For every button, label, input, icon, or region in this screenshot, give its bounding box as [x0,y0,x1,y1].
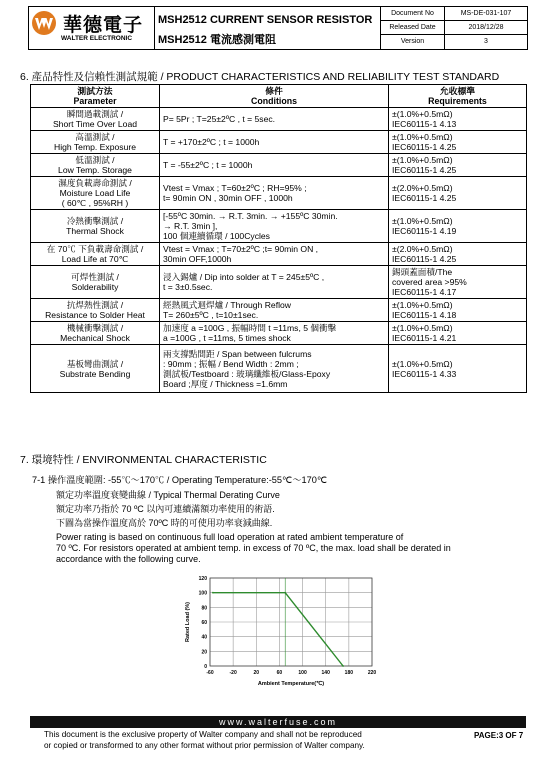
x-tick-label: 20 [253,670,260,676]
derating-curve-chart [180,572,380,690]
requirements-cell-line: ±(1.0%+0.5mΩ) [392,358,453,369]
table-row [31,322,527,345]
parameter-cell-line: 瞬間過載測試 / [66,109,124,119]
derating-line-3: 下圖為當操作溫度高於 70ºC 時的可使用功率衰減曲線. [56,518,273,528]
footer-copyright-line-1: This document is the exclusive property of Walter company and shall not be reproduced [44,730,362,739]
parameter-cell-line: 在 70℃ 下負載壽命測試 / [46,244,144,254]
conditions-cell [160,154,389,177]
table-row [31,154,527,177]
conditions-cell-line: a =100G , t =11ms, 5 times shock [163,333,291,343]
requirements-cell-line: ±(1.0%+0.5mΩ) [392,216,453,226]
conditions-cell-line: t = 3±0.5sec. [163,282,213,292]
requirements-cell-line: IEC60115-1 4.25 [392,165,457,175]
requirements-cell-line: ±(1.0%+0.5mΩ) [392,300,453,310]
x-tick-label: 220 [367,670,377,676]
x-tick-label: -60 [206,670,214,676]
page-number: PAGE:3 OF 7 [474,731,524,740]
requirements-cell [389,322,527,345]
conditions-cell-line: T = -55±2ºC ; t = 1000h [163,160,253,170]
x-tick-label: 100 [298,670,307,676]
y-tick-label: 120 [198,576,207,582]
logo-chinese-name: 華德電子 [63,15,144,36]
conditions-cell [160,345,389,393]
conditions-cell-line: t= 90min ON , 30min OFF , 1000h [163,193,293,203]
parameter-cell-line: High Temp. Exposure [53,142,136,152]
table-row [31,299,527,322]
requirements-cell [389,243,527,266]
table-row [31,266,527,299]
parameter-cell-line: Low Temp. Storage [58,165,132,175]
requirements-cell-line: ±(1.0%+0.5mΩ) [392,155,453,165]
parameter-cell-line: 基板彎曲測試 / [66,358,124,369]
requirements-cell-line: IEC60115-1 4.19 [392,226,457,236]
requirements-cell-line: ±(1.0%+0.5mΩ) [392,109,453,119]
requirements-cell-line: IEC60115-1 4.18 [392,310,457,320]
requirements-cell-line: ±(2.0%+0.5mΩ) [392,244,453,254]
x-tick-label: 60 [276,670,283,676]
parameter-cell-line: 機械衝擊測試 / [66,323,124,333]
header-requirements-cn: 允收標準 [439,86,476,96]
derating-series-line [213,593,343,666]
y-tick-label: 80 [201,605,207,612]
conditions-cell-line: → R.T. 3min ], [163,221,218,231]
derating-line-2: 額定功率乃指於 70 ºC 以內可連續滿額功率使用的術語. [56,504,275,514]
requirements-cell [389,210,527,243]
parameter-cell-line: Solderability [71,282,119,292]
conditions-cell [160,108,389,131]
requirements-cell-line: IEC60115-1 4.21 [392,333,457,343]
parameter-cell [31,154,160,177]
requirements-cell [389,266,527,299]
parameter-cell [31,322,160,345]
requirements-cell-line: 錫頭蓋面積/The [392,267,453,277]
requirements-cell-line: ±(2.0%+0.5mΩ) [392,183,453,193]
parameter-cell-line: Load Life at 70℃ [61,254,129,264]
doc-number-label: Document No [381,7,445,21]
parameter-cell-line: 抗焊熱性測試 / [66,300,124,310]
doc-number-row [381,7,527,21]
doc-number-value: MS-DE-031-107 [460,10,512,17]
parameter-cell-line: 冷熱衝擊測試 / [66,216,124,226]
parameter-cell [31,266,160,299]
parameter-cell-line: Moisture Load Life [59,188,131,198]
parameter-cell-line: Short Time Over Load [52,119,138,129]
parameter-cell-line: Mechanical Shock [60,333,130,343]
requirements-cell-line: covered area >95% [392,277,467,287]
parameter-cell-line: 濕度負載壽命測試 / [58,178,132,188]
table-row [31,345,527,393]
y-axis-label: Rated Load (%) [185,601,191,643]
derating-line-1: 額定功率溫度衰變曲線 / Typical Thermal Derating Curve [56,490,280,500]
header-conditions [160,85,389,108]
header-parameter-en: Parameter [73,96,117,106]
table-row [31,131,527,154]
released-date-value: 2018/12/28 [468,24,504,31]
parameter-cell [31,177,160,210]
document-header [28,6,528,50]
walter-logo-icon [31,10,57,36]
conditions-cell-line: 浸入錫爐 / Dip into solder at T = 245±5ºC , [163,272,325,282]
header-parameter-cn: 測試方法 [77,86,113,96]
y-tick-label: 60 [201,620,207,626]
table-row [31,243,527,266]
header-requirements-en: Requirements [428,96,487,106]
conditions-cell [160,299,389,322]
conditions-cell [160,177,389,210]
reliability-test-table [30,84,527,393]
parameter-cell-line: Thermal Shock [66,226,124,236]
parameter-cell [31,345,160,393]
conditions-cell-line: 兩支撐點間距 / Span between fulcrums [163,348,312,359]
derating-en-line-3: accordance with the following curve. [56,554,201,564]
requirements-cell-line: IEC60115-1 4.13 [392,119,457,129]
y-tick-label: 20 [201,649,207,656]
conditions-cell [160,243,389,266]
parameter-cell [31,210,160,243]
header-parameter [31,85,160,108]
conditions-cell-line: P= 5Pr ; T=25±2ºC , t = 5sec. [163,114,276,124]
conditions-cell [160,266,389,299]
parameter-cell-line: Resistance to Solder Heat [45,310,145,320]
requirements-cell [389,299,527,322]
conditions-cell-line: 加速度 a =100G , 振幅時間 t =11ms, 5 個衝擊 [163,323,337,333]
header-requirements [389,85,527,108]
table-row [31,177,527,210]
logo-english-name: WALTER ELECTRONIC [61,35,133,42]
footer-url-bar: www.walterfuse.com [30,716,526,728]
requirements-cell-line: IEC60115-1 4.33 [392,368,457,379]
conditions-cell-line: 經熱風式迴焊爐 / Through Reflow [163,300,291,310]
y-tick-label: 100 [198,590,207,597]
requirements-cell [389,345,527,393]
footer-copyright-line-2: or copied or transformed to any other format without prior permission of Walter company. [44,741,365,750]
conditions-cell-line: 測試板/Testboard : 玻璃纖維板/Glass-Epoxy [163,368,331,379]
title-english: MSH2512 CURRENT SENSOR RESISTOR [158,14,373,26]
requirements-cell-line: IEC60115-1 4.17 [392,287,457,297]
conditions-cell [160,131,389,154]
section-6-heading: 6. 產品特性及信賴性測試規範 / PRODUCT CHARACTERISTICS AND RELIABILITY TEST STANDARD [20,71,500,83]
parameter-cell [31,131,160,154]
conditions-cell-line: Vtest = Vmax ; T=60±2ºC ; RH=95% ; [163,183,307,193]
derating-en-line-2: 70 ºC. For resistors operated at ambient temp. in excess of 70 ºC, the max. load shall be derated in [56,543,451,553]
table-row [31,108,527,131]
y-tick-label: 0 [204,664,207,670]
parameter-cell-line: ( 60℃ , 95%RH ) [61,198,129,208]
requirements-cell-line: IEC60115-1 4.25 [392,193,457,203]
requirements-cell [389,108,527,131]
version-label: Version [381,35,445,49]
conditions-cell-line: T = +170±2ºC ; t = 1000h [163,137,260,147]
parameter-cell-line: 低溫測試 / [75,155,115,165]
document-title [155,7,381,49]
conditions-cell [160,322,389,345]
conditions-cell-line: 100 個連續循環 / 100Cycles [163,231,270,241]
company-logo [29,7,155,49]
derating-point [342,665,344,667]
conditions-cell-line: T= 260±5ºC , t=10±1sec. [163,310,259,320]
x-tick-label: 180 [344,670,354,676]
x-tick-label: 140 [321,670,330,676]
requirements-cell-line: ±(1.0%+0.5mΩ) [392,323,453,333]
conditions-cell-line: Board ;厚度 / Thickness =1.6mm [163,378,288,389]
title-chinese: MSH2512 電流感測電阻 [158,34,276,46]
section-7-heading: 7. 環境特性 / ENVIRONMENTAL CHARACTERISTIC [20,454,267,466]
operating-temp-item: 7-1 操作溫度範圍: -55℃～170℃ / Operating Temperature:-55℃～170℃ [32,475,328,485]
requirements-cell [389,131,527,154]
parameter-cell [31,299,160,322]
conditions-cell-line: : 90mm ; 振幅 / Bend Width : 2mm ; [163,358,299,369]
header-conditions-cn: 條件 [265,86,283,96]
derating-en-line-1: Power rating is based on continuous full load operation at rated ambient temperature of [56,532,404,542]
requirements-cell-line: IEC60115-1 4.25 [392,142,457,152]
conditions-cell-line: [-55ºC 30min. → R.T. 3min. → +155ºC 30min. [163,211,338,221]
parameter-cell [31,108,160,131]
table-row [31,210,527,243]
conditions-cell [160,210,389,243]
requirements-cell [389,177,527,210]
released-date-row [381,21,527,35]
table-header-row [31,85,527,108]
parameter-cell-line: 可焊性測試 / [71,272,119,282]
derating-point [212,592,214,594]
requirements-cell [389,154,527,177]
parameter-cell-line: Substrate Bending [59,368,131,379]
parameter-cell [31,243,160,266]
x-axis-label: Ambient Temperature(℃) [257,681,325,687]
y-tick-label: 40 [201,634,207,641]
requirements-cell-line: ±(1.0%+0.5mΩ) [392,132,453,142]
requirements-cell-line: IEC60115-1 4.25 [392,254,457,264]
x-tick-label: -20 [229,670,237,676]
conditions-cell-line: 30min OFF,1000h [163,254,232,264]
header-conditions-en: Conditions [251,96,297,106]
parameter-cell-line: 高溫測試 / [75,132,115,142]
version-value: 3 [484,38,488,45]
released-date-label: Released Date [381,21,445,35]
conditions-cell-line: Vtest = Vmax ; T=70±2ºC ;t= 90min ON , [163,244,319,254]
version-row [381,35,527,49]
